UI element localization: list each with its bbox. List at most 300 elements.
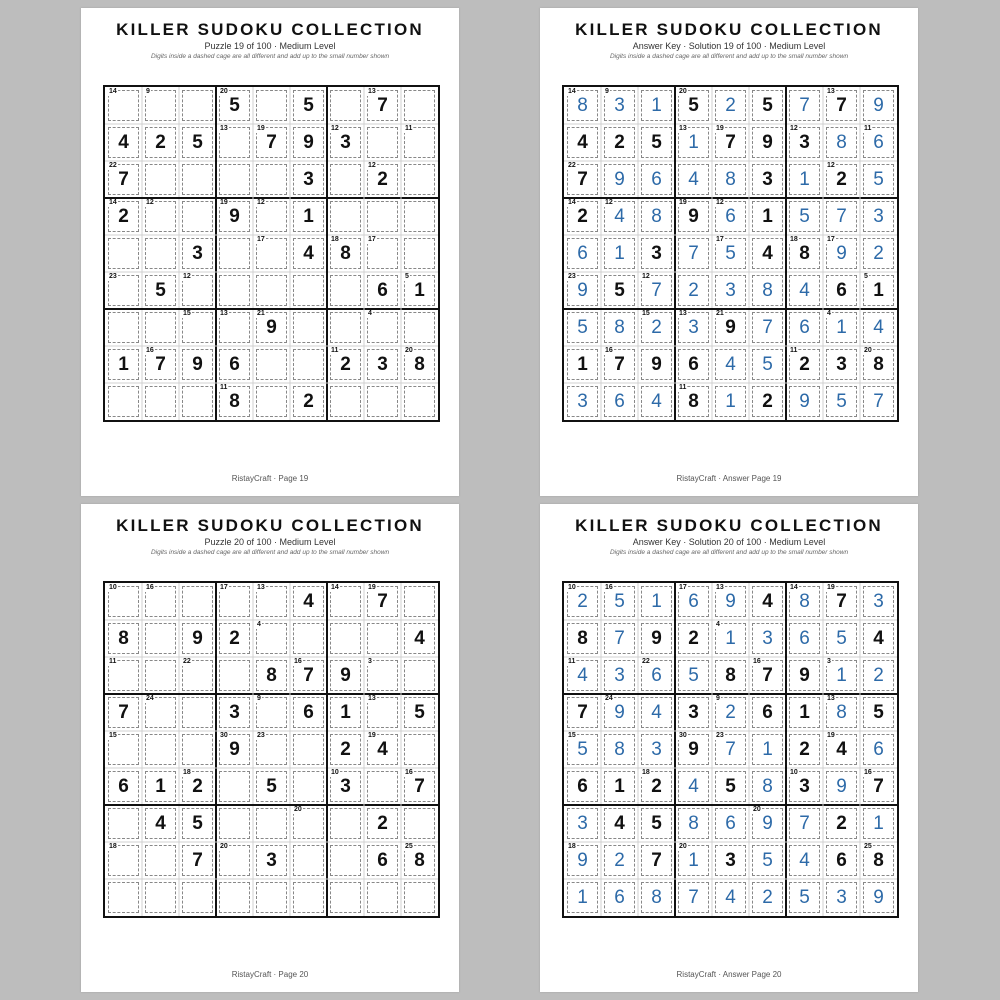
grid-cell[interactable] bbox=[675, 768, 712, 805]
grid-cell[interactable] bbox=[290, 198, 327, 235]
grid-cell[interactable] bbox=[675, 842, 712, 879]
grid-cell[interactable] bbox=[823, 161, 860, 198]
grid-cell[interactable] bbox=[638, 309, 675, 346]
grid-cell[interactable] bbox=[823, 842, 860, 879]
grid-cell[interactable] bbox=[712, 657, 749, 694]
grid-cell[interactable] bbox=[327, 879, 364, 916]
grid-cell[interactable] bbox=[712, 309, 749, 346]
grid-cell[interactable] bbox=[290, 309, 327, 346]
grid-cell[interactable] bbox=[401, 309, 438, 346]
grid-cell[interactable] bbox=[401, 198, 438, 235]
grid-cell[interactable] bbox=[179, 842, 216, 879]
grid-cell[interactable] bbox=[179, 272, 216, 309]
grid-cell[interactable] bbox=[675, 235, 712, 272]
grid-cell[interactable] bbox=[142, 87, 179, 124]
grid-cell[interactable] bbox=[142, 657, 179, 694]
grid-cell[interactable] bbox=[364, 87, 401, 124]
grid-cell[interactable] bbox=[860, 346, 897, 383]
grid-cell[interactable] bbox=[327, 694, 364, 731]
grid-cell[interactable] bbox=[712, 272, 749, 309]
grid-cell[interactable] bbox=[216, 346, 253, 383]
grid-cell[interactable] bbox=[749, 235, 786, 272]
grid-cell[interactable] bbox=[601, 768, 638, 805]
grid-cell[interactable] bbox=[712, 879, 749, 916]
grid-cell[interactable] bbox=[364, 272, 401, 309]
grid-cell[interactable] bbox=[823, 87, 860, 124]
grid-cell[interactable] bbox=[216, 768, 253, 805]
grid-cell[interactable] bbox=[401, 620, 438, 657]
grid-cell[interactable] bbox=[327, 309, 364, 346]
grid-cell[interactable] bbox=[749, 272, 786, 309]
grid-cell[interactable] bbox=[253, 879, 290, 916]
grid-cell[interactable] bbox=[749, 694, 786, 731]
grid-cell[interactable] bbox=[749, 620, 786, 657]
grid-cell[interactable] bbox=[749, 383, 786, 420]
grid-cell[interactable] bbox=[564, 161, 601, 198]
grid-cell[interactable] bbox=[786, 272, 823, 309]
grid-cell[interactable] bbox=[327, 124, 364, 161]
grid-cell[interactable] bbox=[216, 235, 253, 272]
grid-cell[interactable] bbox=[601, 583, 638, 620]
grid-cell[interactable] bbox=[601, 842, 638, 879]
grid-cell[interactable] bbox=[749, 768, 786, 805]
grid-cell[interactable] bbox=[860, 124, 897, 161]
grid-cell[interactable] bbox=[327, 272, 364, 309]
grid-cell[interactable] bbox=[401, 768, 438, 805]
grid-cell[interactable] bbox=[253, 87, 290, 124]
grid-cell[interactable] bbox=[327, 805, 364, 842]
grid-cell[interactable] bbox=[601, 309, 638, 346]
grid-cell[interactable] bbox=[823, 309, 860, 346]
grid-cell[interactable] bbox=[823, 198, 860, 235]
grid-cell[interactable] bbox=[179, 346, 216, 383]
grid-cell[interactable] bbox=[712, 235, 749, 272]
grid-cell[interactable] bbox=[564, 620, 601, 657]
grid-cell[interactable] bbox=[179, 87, 216, 124]
grid-cell[interactable] bbox=[601, 87, 638, 124]
grid-cell[interactable] bbox=[142, 235, 179, 272]
grid-cell[interactable] bbox=[401, 657, 438, 694]
grid-cell[interactable] bbox=[401, 124, 438, 161]
grid-cell[interactable] bbox=[860, 235, 897, 272]
grid-cell[interactable] bbox=[327, 842, 364, 879]
grid-cell[interactable] bbox=[253, 309, 290, 346]
grid-cell[interactable] bbox=[253, 272, 290, 309]
grid-cell[interactable] bbox=[712, 842, 749, 879]
grid-cell[interactable] bbox=[712, 346, 749, 383]
grid-cell[interactable] bbox=[327, 161, 364, 198]
grid-cell[interactable] bbox=[749, 879, 786, 916]
grid-cell[interactable] bbox=[564, 583, 601, 620]
grid-cell[interactable] bbox=[564, 768, 601, 805]
grid-cell[interactable] bbox=[290, 272, 327, 309]
grid-cell[interactable] bbox=[290, 87, 327, 124]
grid-cell[interactable] bbox=[860, 768, 897, 805]
grid-cell[interactable] bbox=[179, 309, 216, 346]
grid-cell[interactable] bbox=[327, 768, 364, 805]
grid-cell[interactable] bbox=[564, 879, 601, 916]
grid-cell[interactable] bbox=[786, 124, 823, 161]
grid-cell[interactable] bbox=[601, 272, 638, 309]
grid-cell[interactable] bbox=[179, 620, 216, 657]
grid-cell[interactable] bbox=[216, 842, 253, 879]
grid-cell[interactable] bbox=[860, 198, 897, 235]
grid-cell[interactable] bbox=[216, 620, 253, 657]
grid-cell[interactable] bbox=[327, 346, 364, 383]
grid-cell[interactable] bbox=[216, 309, 253, 346]
grid-cell[interactable] bbox=[712, 124, 749, 161]
grid-cell[interactable] bbox=[142, 124, 179, 161]
grid-cell[interactable] bbox=[638, 346, 675, 383]
grid-cell[interactable] bbox=[860, 583, 897, 620]
grid-cell[interactable] bbox=[823, 124, 860, 161]
grid-cell[interactable] bbox=[749, 842, 786, 879]
grid-cell[interactable] bbox=[786, 657, 823, 694]
grid-cell[interactable] bbox=[105, 198, 142, 235]
grid-cell[interactable] bbox=[638, 583, 675, 620]
grid-cell[interactable] bbox=[290, 235, 327, 272]
grid-cell[interactable] bbox=[327, 583, 364, 620]
grid-cell[interactable] bbox=[142, 768, 179, 805]
grid-cell[interactable] bbox=[601, 879, 638, 916]
grid-cell[interactable] bbox=[179, 694, 216, 731]
grid-cell[interactable] bbox=[401, 694, 438, 731]
grid-cell[interactable] bbox=[105, 657, 142, 694]
grid-cell[interactable] bbox=[105, 161, 142, 198]
grid-cell[interactable] bbox=[105, 694, 142, 731]
grid-cell[interactable] bbox=[675, 694, 712, 731]
grid-cell[interactable] bbox=[564, 235, 601, 272]
grid-cell[interactable] bbox=[142, 620, 179, 657]
grid-cell[interactable] bbox=[105, 309, 142, 346]
grid-cell[interactable] bbox=[364, 879, 401, 916]
grid-cell[interactable] bbox=[638, 87, 675, 124]
grid-cell[interactable] bbox=[290, 583, 327, 620]
grid-cell[interactable] bbox=[216, 124, 253, 161]
grid-cell[interactable] bbox=[823, 694, 860, 731]
grid-cell[interactable] bbox=[675, 272, 712, 309]
grid-cell[interactable] bbox=[749, 198, 786, 235]
grid-cell[interactable] bbox=[601, 731, 638, 768]
grid-cell[interactable] bbox=[786, 346, 823, 383]
grid-cell[interactable] bbox=[253, 842, 290, 879]
grid-cell[interactable] bbox=[638, 768, 675, 805]
grid-cell[interactable] bbox=[675, 346, 712, 383]
grid-cell[interactable] bbox=[786, 161, 823, 198]
grid-cell[interactable] bbox=[749, 346, 786, 383]
grid-cell[interactable] bbox=[638, 731, 675, 768]
grid-cell[interactable] bbox=[253, 161, 290, 198]
grid-cell[interactable] bbox=[860, 731, 897, 768]
grid-cell[interactable] bbox=[860, 805, 897, 842]
grid-cell[interactable] bbox=[601, 620, 638, 657]
grid-cell[interactable] bbox=[216, 272, 253, 309]
grid-cell[interactable] bbox=[860, 309, 897, 346]
grid-cell[interactable] bbox=[253, 235, 290, 272]
grid-cell[interactable] bbox=[179, 198, 216, 235]
grid-cell[interactable] bbox=[749, 161, 786, 198]
grid-cell[interactable] bbox=[142, 309, 179, 346]
grid-cell[interactable] bbox=[601, 805, 638, 842]
grid-cell[interactable] bbox=[253, 768, 290, 805]
grid-cell[interactable] bbox=[290, 346, 327, 383]
grid-cell[interactable] bbox=[860, 161, 897, 198]
grid-cell[interactable] bbox=[675, 805, 712, 842]
grid-cell[interactable] bbox=[105, 235, 142, 272]
grid-cell[interactable] bbox=[364, 161, 401, 198]
grid-cell[interactable] bbox=[105, 879, 142, 916]
grid-cell[interactable] bbox=[675, 161, 712, 198]
grid-cell[interactable] bbox=[638, 842, 675, 879]
grid-cell[interactable] bbox=[327, 87, 364, 124]
grid-cell[interactable] bbox=[179, 583, 216, 620]
grid-cell[interactable] bbox=[179, 124, 216, 161]
grid-cell[interactable] bbox=[216, 657, 253, 694]
grid-cell[interactable] bbox=[216, 583, 253, 620]
grid-cell[interactable] bbox=[253, 620, 290, 657]
grid-cell[interactable] bbox=[105, 383, 142, 420]
grid-cell[interactable] bbox=[290, 842, 327, 879]
grid-cell[interactable] bbox=[327, 235, 364, 272]
grid-cell[interactable] bbox=[601, 657, 638, 694]
grid-cell[interactable] bbox=[601, 198, 638, 235]
grid-cell[interactable] bbox=[105, 124, 142, 161]
grid-cell[interactable] bbox=[105, 731, 142, 768]
grid-cell[interactable] bbox=[216, 87, 253, 124]
grid-cell[interactable] bbox=[216, 805, 253, 842]
grid-cell[interactable] bbox=[179, 657, 216, 694]
grid-cell[interactable] bbox=[105, 842, 142, 879]
grid-cell[interactable] bbox=[712, 620, 749, 657]
grid-cell[interactable] bbox=[105, 583, 142, 620]
grid-cell[interactable] bbox=[786, 198, 823, 235]
grid-cell[interactable] bbox=[638, 657, 675, 694]
grid-cell[interactable] bbox=[564, 309, 601, 346]
grid-cell[interactable] bbox=[327, 198, 364, 235]
grid-cell[interactable] bbox=[401, 879, 438, 916]
grid-cell[interactable] bbox=[253, 731, 290, 768]
grid-cell[interactable] bbox=[564, 383, 601, 420]
grid-cell[interactable] bbox=[712, 805, 749, 842]
grid-cell[interactable] bbox=[823, 879, 860, 916]
grid-cell[interactable] bbox=[290, 879, 327, 916]
grid-cell[interactable] bbox=[823, 583, 860, 620]
grid-cell[interactable] bbox=[290, 731, 327, 768]
grid-cell[interactable] bbox=[712, 161, 749, 198]
grid-cell[interactable] bbox=[786, 235, 823, 272]
grid-cell[interactable] bbox=[823, 657, 860, 694]
grid-cell[interactable] bbox=[253, 124, 290, 161]
grid-cell[interactable] bbox=[638, 620, 675, 657]
grid-cell[interactable] bbox=[401, 805, 438, 842]
grid-cell[interactable] bbox=[749, 583, 786, 620]
grid-cell[interactable] bbox=[179, 161, 216, 198]
grid-cell[interactable] bbox=[712, 694, 749, 731]
grid-cell[interactable] bbox=[105, 620, 142, 657]
grid-cell[interactable] bbox=[216, 879, 253, 916]
grid-cell[interactable] bbox=[675, 87, 712, 124]
grid-cell[interactable] bbox=[638, 235, 675, 272]
grid-cell[interactable] bbox=[564, 805, 601, 842]
grid-cell[interactable] bbox=[253, 657, 290, 694]
grid-cell[interactable] bbox=[290, 124, 327, 161]
grid-cell[interactable] bbox=[638, 198, 675, 235]
grid-cell[interactable] bbox=[401, 731, 438, 768]
grid-cell[interactable] bbox=[786, 694, 823, 731]
grid-cell[interactable] bbox=[860, 620, 897, 657]
grid-cell[interactable] bbox=[860, 842, 897, 879]
grid-cell[interactable] bbox=[638, 272, 675, 309]
grid-cell[interactable] bbox=[179, 731, 216, 768]
grid-cell[interactable] bbox=[364, 309, 401, 346]
grid-cell[interactable] bbox=[749, 657, 786, 694]
grid-cell[interactable] bbox=[823, 768, 860, 805]
grid-cell[interactable] bbox=[712, 87, 749, 124]
grid-cell[interactable] bbox=[675, 583, 712, 620]
grid-cell[interactable] bbox=[823, 272, 860, 309]
grid-cell[interactable] bbox=[142, 694, 179, 731]
grid-cell[interactable] bbox=[601, 383, 638, 420]
grid-cell[interactable] bbox=[142, 272, 179, 309]
grid-cell[interactable] bbox=[601, 124, 638, 161]
grid-cell[interactable] bbox=[860, 694, 897, 731]
grid-cell[interactable] bbox=[564, 87, 601, 124]
grid-cell[interactable] bbox=[364, 731, 401, 768]
grid-cell[interactable] bbox=[142, 198, 179, 235]
grid-cell[interactable] bbox=[142, 842, 179, 879]
grid-cell[interactable] bbox=[712, 583, 749, 620]
grid-cell[interactable] bbox=[364, 198, 401, 235]
grid-cell[interactable] bbox=[364, 842, 401, 879]
grid-cell[interactable] bbox=[216, 161, 253, 198]
grid-cell[interactable] bbox=[364, 346, 401, 383]
grid-cell[interactable] bbox=[105, 768, 142, 805]
grid-cell[interactable] bbox=[105, 87, 142, 124]
grid-cell[interactable] bbox=[823, 805, 860, 842]
grid-cell[interactable] bbox=[675, 620, 712, 657]
grid-cell[interactable] bbox=[105, 805, 142, 842]
grid-cell[interactable] bbox=[364, 694, 401, 731]
grid-cell[interactable] bbox=[142, 805, 179, 842]
grid-cell[interactable] bbox=[786, 805, 823, 842]
grid-cell[interactable] bbox=[401, 235, 438, 272]
grid-cell[interactable] bbox=[179, 235, 216, 272]
grid-cell[interactable] bbox=[401, 272, 438, 309]
grid-cell[interactable] bbox=[823, 620, 860, 657]
grid-cell[interactable] bbox=[142, 346, 179, 383]
grid-cell[interactable] bbox=[142, 583, 179, 620]
grid-cell[interactable] bbox=[749, 731, 786, 768]
grid-cell[interactable] bbox=[401, 346, 438, 383]
grid-cell[interactable] bbox=[327, 657, 364, 694]
grid-cell[interactable] bbox=[564, 657, 601, 694]
grid-cell[interactable] bbox=[749, 87, 786, 124]
grid-cell[interactable] bbox=[364, 620, 401, 657]
grid-cell[interactable] bbox=[364, 657, 401, 694]
grid-cell[interactable] bbox=[401, 87, 438, 124]
grid-cell[interactable] bbox=[290, 383, 327, 420]
grid-cell[interactable] bbox=[786, 583, 823, 620]
grid-cell[interactable] bbox=[749, 805, 786, 842]
grid-cell[interactable] bbox=[601, 161, 638, 198]
grid-cell[interactable] bbox=[290, 161, 327, 198]
grid-cell[interactable] bbox=[364, 235, 401, 272]
grid-cell[interactable] bbox=[638, 694, 675, 731]
grid-cell[interactable] bbox=[675, 309, 712, 346]
grid-cell[interactable] bbox=[290, 805, 327, 842]
grid-cell[interactable] bbox=[290, 694, 327, 731]
grid-cell[interactable] bbox=[216, 383, 253, 420]
grid-cell[interactable] bbox=[253, 694, 290, 731]
grid-cell[interactable] bbox=[401, 583, 438, 620]
grid-cell[interactable] bbox=[179, 768, 216, 805]
grid-cell[interactable] bbox=[860, 87, 897, 124]
grid-cell[interactable] bbox=[564, 198, 601, 235]
grid-cell[interactable] bbox=[364, 383, 401, 420]
grid-cell[interactable] bbox=[638, 805, 675, 842]
grid-cell[interactable] bbox=[823, 383, 860, 420]
grid-cell[interactable] bbox=[327, 620, 364, 657]
grid-cell[interactable] bbox=[749, 309, 786, 346]
grid-cell[interactable] bbox=[860, 272, 897, 309]
grid-cell[interactable] bbox=[364, 583, 401, 620]
grid-cell[interactable] bbox=[253, 198, 290, 235]
grid-cell[interactable] bbox=[564, 346, 601, 383]
grid-cell[interactable] bbox=[142, 383, 179, 420]
grid-cell[interactable] bbox=[712, 731, 749, 768]
grid-cell[interactable] bbox=[823, 731, 860, 768]
grid-cell[interactable] bbox=[601, 346, 638, 383]
grid-cell[interactable] bbox=[786, 383, 823, 420]
grid-cell[interactable] bbox=[823, 235, 860, 272]
grid-cell[interactable] bbox=[712, 198, 749, 235]
grid-cell[interactable] bbox=[105, 346, 142, 383]
grid-cell[interactable] bbox=[564, 731, 601, 768]
grid-cell[interactable] bbox=[675, 879, 712, 916]
grid-cell[interactable] bbox=[401, 383, 438, 420]
grid-cell[interactable] bbox=[290, 620, 327, 657]
grid-cell[interactable] bbox=[564, 272, 601, 309]
grid-cell[interactable] bbox=[564, 842, 601, 879]
grid-cell[interactable] bbox=[401, 842, 438, 879]
grid-cell[interactable] bbox=[786, 87, 823, 124]
grid-cell[interactable] bbox=[253, 346, 290, 383]
grid-cell[interactable] bbox=[179, 383, 216, 420]
grid-cell[interactable] bbox=[675, 198, 712, 235]
grid-cell[interactable] bbox=[601, 235, 638, 272]
grid-cell[interactable] bbox=[638, 879, 675, 916]
grid-cell[interactable] bbox=[749, 124, 786, 161]
grid-cell[interactable] bbox=[364, 768, 401, 805]
grid-cell[interactable] bbox=[364, 805, 401, 842]
grid-cell[interactable] bbox=[675, 657, 712, 694]
grid-cell[interactable] bbox=[142, 731, 179, 768]
grid-cell[interactable] bbox=[786, 842, 823, 879]
grid-cell[interactable] bbox=[327, 731, 364, 768]
grid-cell[interactable] bbox=[786, 620, 823, 657]
grid-cell[interactable] bbox=[216, 694, 253, 731]
grid-cell[interactable] bbox=[105, 272, 142, 309]
grid-cell[interactable] bbox=[216, 198, 253, 235]
grid-cell[interactable] bbox=[823, 346, 860, 383]
grid-cell[interactable] bbox=[786, 309, 823, 346]
grid-cell[interactable] bbox=[675, 124, 712, 161]
grid-cell[interactable] bbox=[786, 731, 823, 768]
grid-cell[interactable] bbox=[179, 805, 216, 842]
grid-cell[interactable] bbox=[142, 879, 179, 916]
grid-cell[interactable] bbox=[860, 383, 897, 420]
grid-cell[interactable] bbox=[253, 583, 290, 620]
